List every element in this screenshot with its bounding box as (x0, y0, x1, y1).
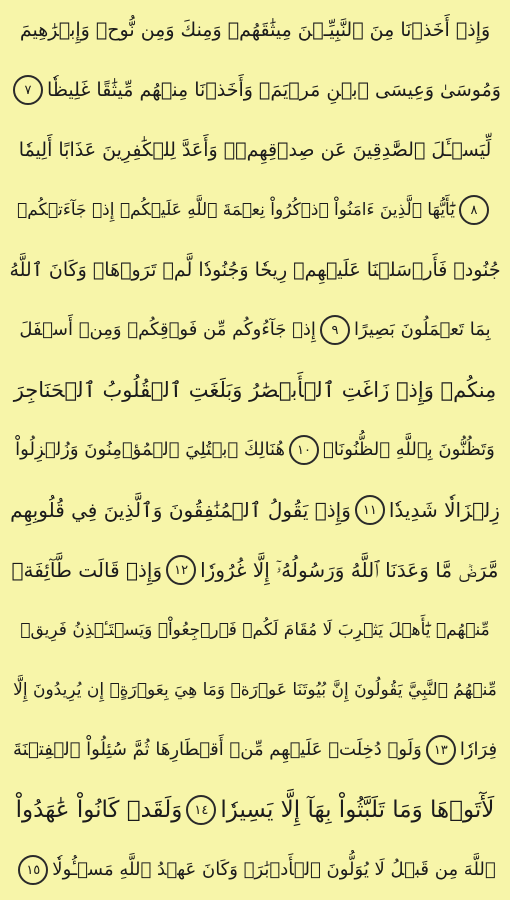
verse-number-marker: ١٣ (426, 735, 456, 765)
verse-text: وَإِذۡ يَقُولُ ٱلۡمُنَٰفِقُونَ وَٱلَّذِينَ فِي قُلُوبِهِم (10, 498, 351, 522)
verse-text: وَإِذۡ أَخَذۡنَا مِنَ ٱلنَّبِيِّـۧنَ مِيثَٰقَهُمۡ وَمِنكَ وَمِن نُّوحٖ وَإِبۡرَٰهِيمَ (19, 19, 491, 41)
verse-text: جُنُودٞ فَأَرۡسَلۡنَا عَلَيۡهِمۡ رِيحٗا وَجُنُودٗا لَّمۡ تَرَوۡهَاۚ وَكَانَ ٱللَّهُ (9, 259, 501, 281)
verse-text: وَلَقَدۡ كَانُواْ عَٰهَدُواْ (15, 797, 183, 823)
verse-number-marker: ١٤ (186, 795, 216, 825)
text-line (8, 120, 502, 180)
verse-text: مِّنۡهُمۡ يَٰٓأَهۡلَ يَثۡرِبَ لَا مُقَامَ لَكُمۡ فَٱرۡجِعُواْۚ وَيَسۡتَـٔۡذِنُ فَرِيقٞ (20, 620, 490, 640)
verse-text: بِمَا تَعۡمَلُونَ بَصِيرًا (353, 319, 491, 340)
verse-number-marker: ٨ (459, 195, 489, 225)
verse-text: وَمُوسَىٰ وَعِيسَى ٱبۡنِ مَرۡيَمَۖ وَأَخَذۡنَا مِنۡهُم مِّيثَٰقًا غَلِيظٗا (47, 79, 501, 101)
verse-text: مَّرَضٞ مَّا وَعَدَنَا ٱللَّهُ وَرَسُولُهُۥٓ إِلَّا غُرُورٗا (200, 558, 499, 582)
text-line (8, 300, 502, 360)
verse-text: يَٰٓأَيُّهَا ٱلَّذِينَ ءَامَنُواْ ٱذۡكُرُواْ نِعۡمَةَ ٱللَّهِ عَلَيۡكُمۡ إِذۡ جَآءَتۡكُمۡ (17, 200, 455, 220)
verse-text: ٱللَّهَ مِن قَبۡلُ لَا يُوَلُّونَ ٱلۡأَدۡبَٰرَۚ وَكَانَ عَهۡدُ ٱللَّهِ مَسۡـُٔولٗا (52, 859, 496, 880)
verse-text: لِّيَسۡـَٔلَ ٱلصَّٰدِقِينَ عَن صِدۡقِهِمۡۚ وَأَعَدَّ لِلۡكَٰفِرِينَ عَذَابًا أَلِيمٗا (18, 139, 492, 161)
text-line (8, 780, 502, 840)
text-line (8, 660, 502, 720)
verse-number-marker: ١٠ (289, 435, 319, 465)
text-line (8, 180, 502, 240)
text-line (8, 0, 502, 60)
text-line (8, 720, 502, 780)
verse-text: فِرَارٗا (459, 739, 498, 760)
verse-text: إِذۡ جَآءُوكُم مِّن فَوۡقِكُمۡ وَمِنۡ أَسۡفَلَ (19, 319, 316, 340)
text-line (8, 420, 502, 480)
verse-number-marker: ٧ (13, 75, 43, 105)
verse-text: زِلۡزَالٗا شَدِيدٗا (388, 498, 500, 522)
verse-number-marker: ١٥ (18, 855, 48, 885)
text-line (8, 60, 502, 120)
text-line (8, 480, 502, 540)
verse-text: وَلَوۡ دُخِلَتۡ عَلَيۡهِم مِّنۡ أَقۡطَارِهَا ثُمَّ سُئِلُواْ ٱلۡفِتۡنَةَ (12, 739, 422, 760)
verse-text: لَأٓتَوۡهَا وَمَا تَلَبَّثُواْ بِهَآ إِلَّا يَسِيرٗا (220, 797, 495, 823)
text-line (8, 360, 502, 420)
text-line (8, 840, 502, 900)
text-line (8, 540, 502, 600)
text-line (8, 600, 502, 660)
verse-text: وَتَظُنُّونَ بِٱللَّهِ ٱلظُّنُونَا۠ (322, 439, 495, 460)
verse-text: هُنَالِكَ ٱبۡتُلِيَ ٱلۡمُؤۡمِنُونَ وَزُلۡزِلُواْ (15, 439, 285, 460)
verse-number-marker: ١٢ (166, 555, 196, 585)
verse-text: وَإِذۡ قَالَت طَّآئِفَةٞ (11, 558, 163, 582)
verse-text: مِنكُمۡ وَإِذۡ زَاغَتِ ٱلۡأَبۡصَٰرُ وَبَلَغَتِ ٱلۡقُلُوبُ ٱلۡحَنَاجِرَ (13, 378, 497, 402)
verse-text: مِّنۡهُمُ ٱلنَّبِيَّ يَقُولُونَ إِنَّ بُيُوتَنَا عَوۡرَةٞ وَمَا هِيَ بِعَوۡرَةٍۖ إِن يُرِيدُونَ إِلَّا (13, 680, 497, 700)
verse-number-marker: ١١ (355, 495, 385, 525)
verse-number-marker: ٩ (320, 315, 350, 345)
text-line (8, 240, 502, 300)
